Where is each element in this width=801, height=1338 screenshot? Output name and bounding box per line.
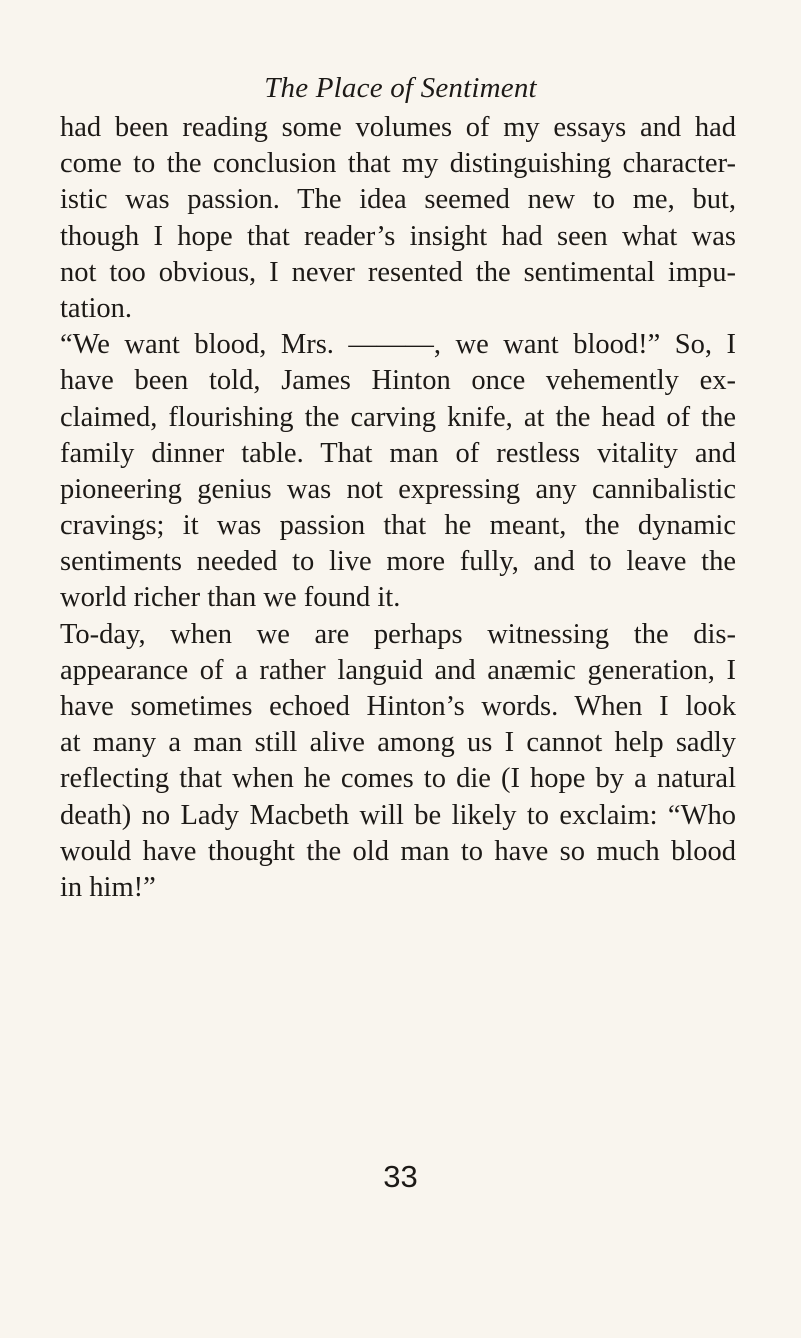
text-line: had been reading some volumes of my essays and had [60,112,736,143]
text-line: have sometimes echoed Hinton’s words. When I look [60,691,736,722]
text-line: not too obvious, I never resented the sentimental impu- [60,256,736,288]
text-line: istic was passion. The idea seemed new to me, but, [60,184,736,216]
text-line: tation. [60,292,133,324]
text-line: though I hope that reader’s insight had seen what was [60,220,736,252]
text-line: family dinner table. That man of restless vitality and [60,437,736,469]
text-line: claimed, flourishing the carving knife, at the head of the [60,401,736,433]
text-line: cravings; it was passion that he meant, the dynamic [60,510,736,542]
text-line: appearance of a rather languid and anæmic generation, I [60,654,736,686]
text-line: have been told, James Hinton once vehemently ex- [60,365,736,397]
text-line: To-day, when we are perhaps witnessing the dis- [60,618,736,650]
text-line: “We want blood, Mrs. ———, we want blood!” So, I [60,329,736,361]
text-line: in him!” [60,871,156,903]
page-number: 33 [383,1159,418,1194]
text-line: pioneering genius was not expressing any cannibalistic [60,473,736,505]
text-line: at many a man still alive among us I cannot help sadly [60,727,736,759]
text-line: would have thought the old man to have so much blood [60,835,736,867]
text-line: come to the conclusion that my distinguishing character- [60,148,736,180]
text-line: sentiments needed to live more fully, and to leave the [60,546,736,578]
text-line: world richer than we found it. [60,582,401,614]
body-text [60,110,736,906]
running-head: The Place of Sentiment [264,72,537,104]
text-line: reflecting that when he comes to die (I hope by a natural [60,763,736,795]
text-line: death) no Lady Macbeth will be likely to exclaim: “Who [60,799,736,831]
